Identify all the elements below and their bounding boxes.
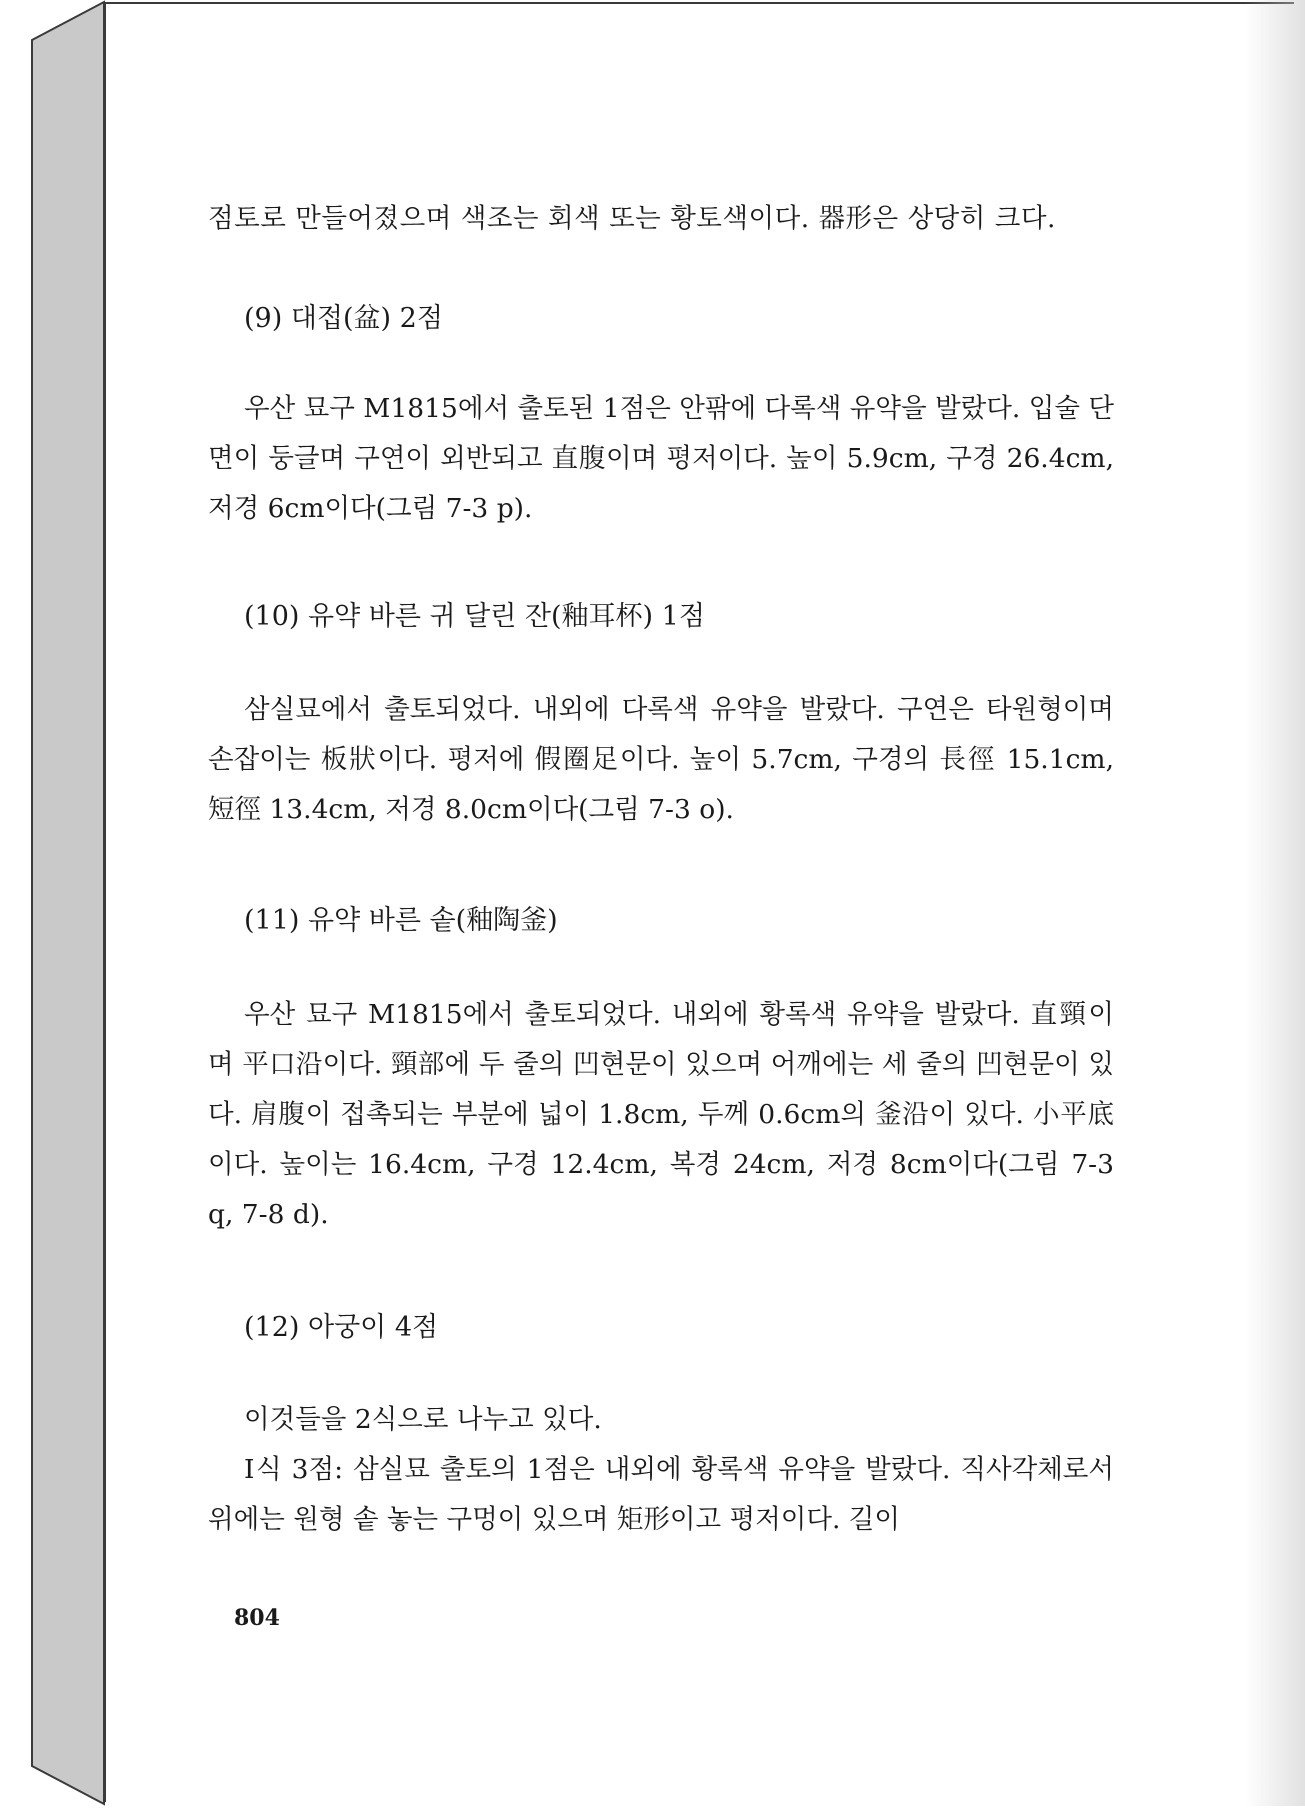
section-paragraph-12b: Ⅰ식 3점: 삼실묘 출토의 1점은 내외에 황록색 유약을 발랐다. 직사각체로서 위에는 원형 솥 놓는 구멍이 있으며 矩形이고 평저이다. 길이 <box>208 1454 1114 1535</box>
section-heading-12: (12) 아궁이 4점 <box>244 1312 439 1343</box>
section-heading-11: (11) 유약 바른 솥(釉陶釜) <box>244 905 558 936</box>
page-number: 804 <box>234 1605 280 1631</box>
section-paragraph-12a: 이것들을 2식으로 나누고 있다. <box>244 1404 602 1435</box>
section-heading-9: (9) 대접(盆) 2점 <box>244 303 443 334</box>
section-paragraph-11: 우산 묘구 M1815에서 출토되었다. 내외에 황록색 유약을 발랐다. 直頸이며 平口沿이다. 頸部에 두 줄의 凹현문이 있으며 어깨에는 세 줄의 凹현문이 있다. 肩腹이 접촉되는 부분에 넓이 1.8cm, 두께 0.6cm의 釜沿이 있다. 小平底이다. 높이는 16.4cm, 구경 12.4cm, 복경 24cm, 저경 8cm이다(그림 7-3 q, 7-8 d). <box>208 999 1114 1230</box>
page-edge-shadow <box>1245 0 1305 1806</box>
section-heading-10: (10) 유약 바른 귀 달린 잔(釉耳杯) 1점 <box>244 601 705 632</box>
line-top: 점토로 만들어졌으며 색조는 회색 또는 황토색이다. 器形은 상당히 크다. <box>208 203 1056 234</box>
section-paragraph-10: 삼실묘에서 출토되었다. 내외에 다록색 유약을 발랐다. 구연은 타원형이며 손잡이는 板狀이다. 평저에 假圈足이다. 높이 5.7cm, 구경의 長徑 15.1cm, 短徑 13.4cm, 저경 8.0cm이다(그림 7-3 o). <box>208 694 1114 825</box>
section-paragraph-9: 우산 묘구 M1815에서 출토된 1점은 안팎에 다록색 유약을 발랐다. 입술 단면이 둥글며 구연이 외반되고 直腹이며 평저이다. 높이 5.9cm, 구경 26.4cm, 저경 6cm이다(그림 7-3 p). <box>208 393 1114 524</box>
book-spine <box>0 0 110 1806</box>
